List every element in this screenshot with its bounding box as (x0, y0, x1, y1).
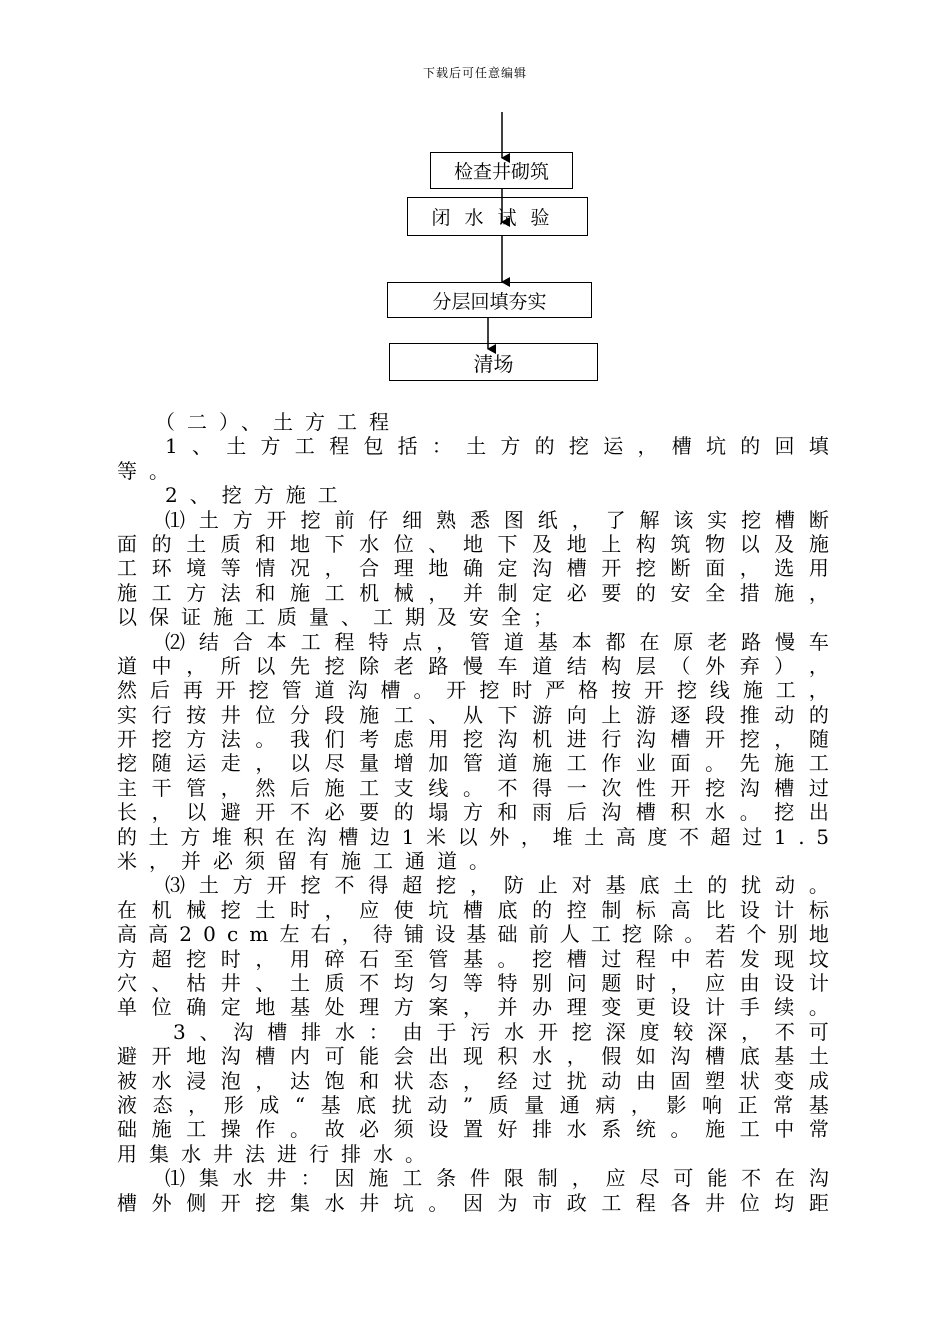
text-line: ⑵ 结 合 本 工 程 特 点 ， 管 道 基 本 都 在 原 老 路 慢 车 (165, 629, 829, 654)
text-line: 用集水井法进行排水。 (117, 1141, 437, 1166)
text-line: 挖 随 运 走 ， 以 尽 量 增 加 管 道 施 工 作 业 面 。 先 施 工 (117, 751, 829, 776)
text-line: 然 后 再 开 挖 管 道 沟 槽 。 开 挖 时 严 格 按 开 挖 线 施 工 ， (117, 678, 829, 703)
text-line: 单 位 确 定 地 基 处 理 方 案 ， 并 办 理 变 更 设 计 手 续 。 (117, 995, 829, 1020)
text-line: 避 开 地 沟 槽 内 可 能 会 出 现 积 水 ， 假 如 沟 槽 底 基 土 (117, 1044, 829, 1069)
text-line: 的 土 方 堆 积 在 沟 槽 边 1 米 以 外 ， 堆 土 高 度 不 超 过 1 . 5 (117, 824, 829, 849)
text-line: 施 工 方 法 和 施 工 机 械 ， 并 制 定 必 要 的 安 全 措 施 ， (117, 580, 829, 605)
page-header: 下载后可任意编辑 (422, 66, 527, 80)
text-line: 米，并必须留有施工通道。 (117, 849, 501, 874)
flow-step-manhole-masonry: 检查井砌筑 (430, 152, 573, 189)
text-line: 以保证施工质量、工期及安全； (117, 605, 565, 630)
text-line: 被 水 浸 泡 ， 达 饱 和 状 态 ， 经 过 扰 动 由 固 塑 状 变 成 (117, 1068, 829, 1093)
text-line: 等。 (117, 458, 181, 483)
text-line: ⑶ 土 方 开 挖 不 得 超 挖 ， 防 止 对 基 底 土 的 扰 动 。 (165, 873, 829, 898)
text-line: 1 、 土 方 工 程 包 括 ： 土 方 的 挖 运 ， 槽 坑 的 回 填 (165, 434, 829, 459)
text-line: 开 挖 方 法 。 我 们 考 虑 用 挖 沟 机 进 行 沟 槽 开 挖 ， 随 (117, 727, 829, 752)
flow-step-layered-backfill: 分层回填夯实 (387, 282, 592, 318)
text-line: ⑴ 集 水 井 ： 因 施 工 条 件 限 制 ， 应 尽 可 能 不 在 沟 (165, 1166, 829, 1191)
text-line: 主 干 管 ， 然 后 施 工 支 线 。 不 得 一 次 性 开 挖 沟 槽 过 (117, 775, 829, 800)
text-line: 础 施 工 操 作 。 故 必 须 设 置 好 排 水 系 统 。 施 工 中 常 (117, 1117, 829, 1142)
text-line: 在 机 械 挖 土 时 ， 应 使 坑 槽 底 的 控 制 标 高 比 设 计 标 (117, 897, 829, 922)
text-line: 高 高 2 0 c m 左 右 ， 待 铺 设 基 础 前 人 工 挖 除 。 若 个 别 地 (117, 922, 829, 947)
text-line: ⑴ 土 方 开 挖 前 仔 细 熟 悉 图 纸 ， 了 解 该 实 挖 槽 断 (165, 507, 829, 532)
text-line: 3 、 沟 槽 排 水 ： 由 于 污 水 开 挖 深 度 较 深 ， 不 可 (173, 1019, 829, 1044)
text-line: 液 态 ， 形 成 “ 基 底 扰 动 ” 质 量 通 病 ， 影 响 正 常 基 (117, 1092, 829, 1117)
text-line: 槽 外 侧 开 挖 集 水 井 坑 。 因 为 市 政 工 程 各 井 位 均 距 (117, 1190, 829, 1215)
text-line: 2、挖方施工 (165, 483, 350, 508)
section-heading: （二）、土方工程 (155, 410, 401, 434)
text-line: 方 超 挖 时 ， 用 碎 石 至 管 基 。 挖 槽 过 程 中 若 发 现 坟 (117, 946, 829, 971)
text-line: 实 行 按 井 位 分 段 施 工 、 从 下 游 向 上 游 逐 段 推 动 的 (117, 702, 829, 727)
text-line: 长 ， 以 避 开 不 必 要 的 塌 方 和 雨 后 沟 槽 积 水 。 挖 出 (117, 800, 829, 825)
flow-step-closed-water-test: 闭水试验 (407, 197, 588, 236)
text-line: 道 中 ， 所 以 先 挖 除 老 路 慢 车 道 结 构 层 （ 外 弃 ） ， (117, 653, 829, 678)
body-text (117, 410, 829, 1215)
flow-step-site-clearing: 清场 (389, 343, 598, 381)
text-line: 工 环 境 等 情 况 ， 合 理 地 确 定 沟 槽 开 挖 断 面 ， 选 用 (117, 556, 829, 581)
text-line: 面 的 土 质 和 地 下 水 位 、 地 下 及 地 上 构 筑 物 以 及 施 (117, 531, 829, 556)
text-line: 穴 、 枯 井 、 土 质 不 均 匀 等 特 别 问 题 时 ， 应 由 设 计 (117, 970, 829, 995)
